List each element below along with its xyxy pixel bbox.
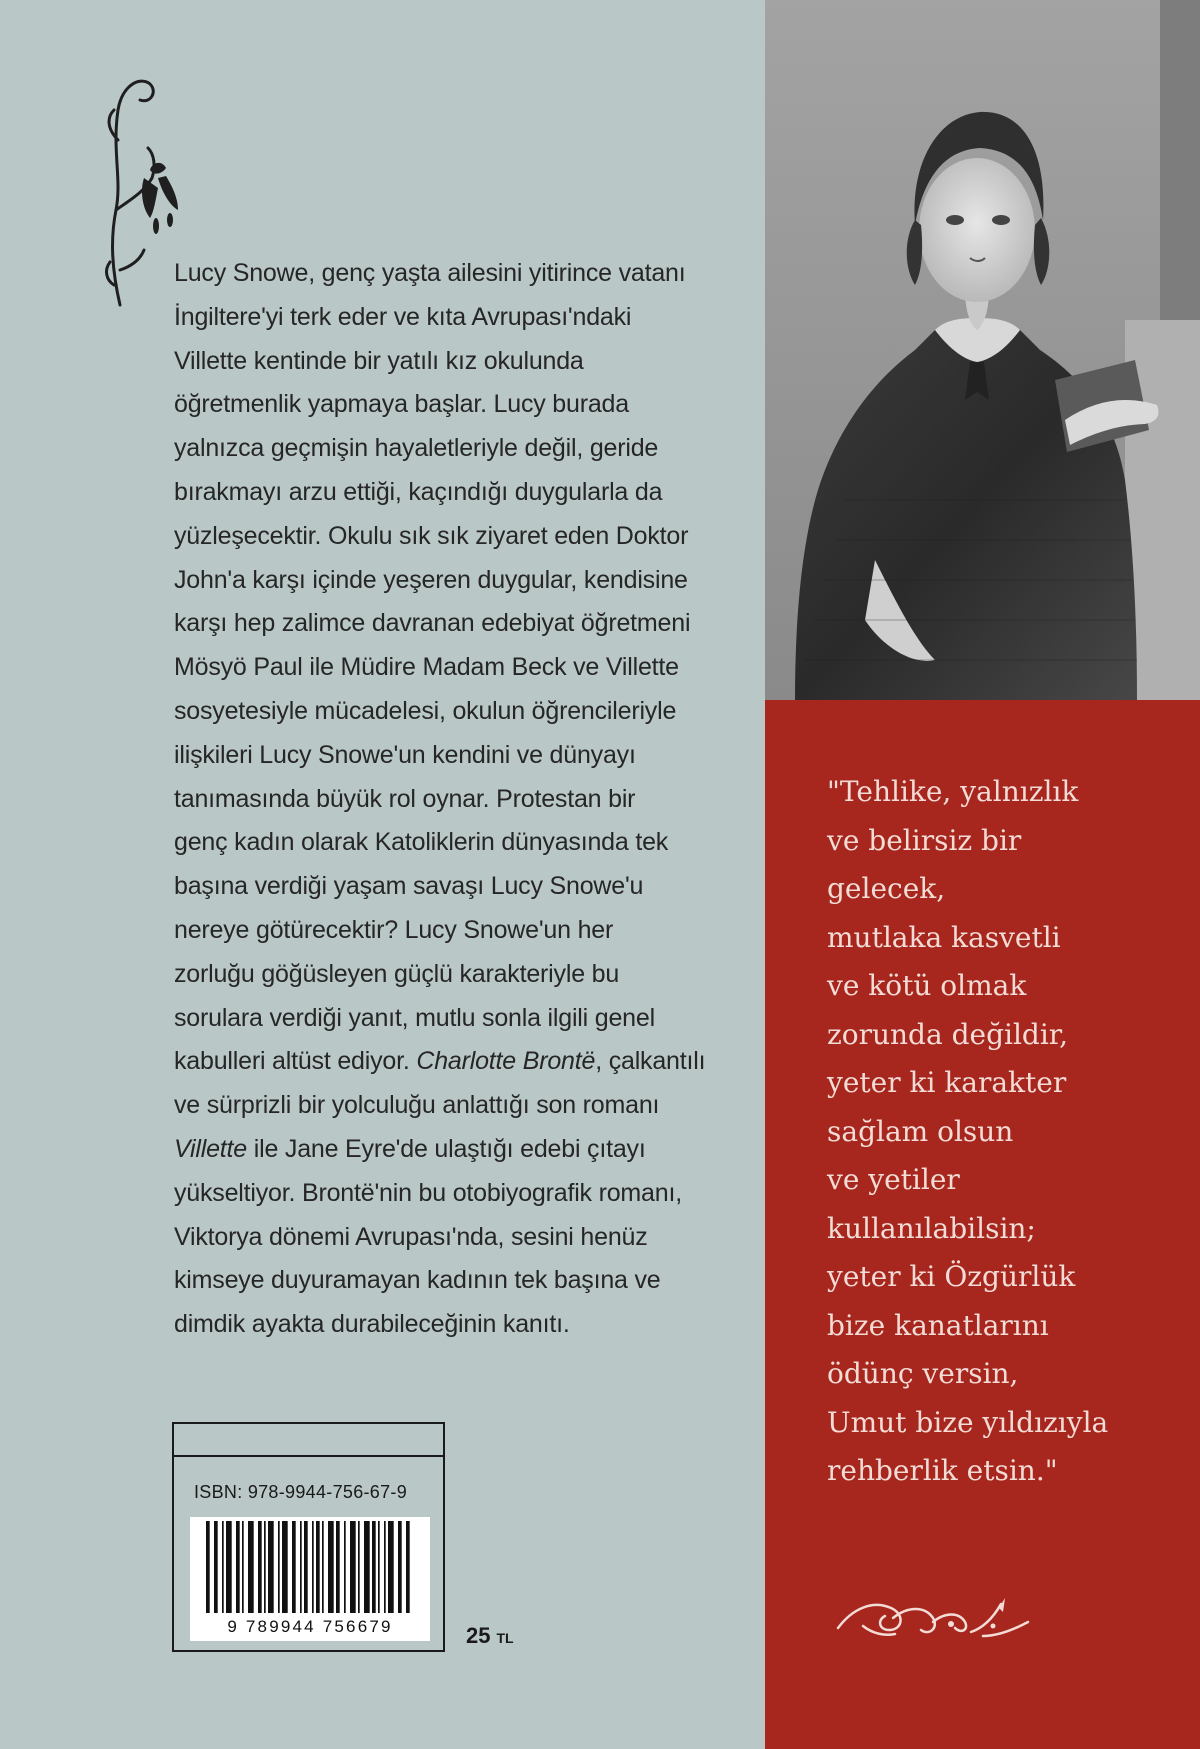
synopsis-line: Villette kentinde bir yatılı kız okulunda (174, 346, 584, 375)
flourish-ornament-icon (833, 1578, 1033, 1648)
synopsis-line: İngiltere'yi terk eder ve kıta Avrupası'ndaki (174, 302, 632, 331)
quote-line: "Tehlike, yalnızlık (827, 775, 1079, 808)
barcode-bar (242, 1521, 244, 1613)
price (466, 1623, 514, 1649)
quote-line: kullanılabilsin; (827, 1211, 1036, 1245)
synopsis-fragment: kabulleri altüst ediyor. (174, 1047, 417, 1076)
synopsis-line: karşı hep zalimce davranan edebiyat öğretmeni (174, 609, 691, 638)
quote-line: zorunda değildir, (827, 1017, 1068, 1051)
author-name: Charlotte Brontë (416, 1047, 596, 1076)
barcode-bar (206, 1521, 210, 1613)
barcode-bar (268, 1521, 274, 1613)
barcode-bar (264, 1521, 266, 1613)
synopsis-text (174, 252, 734, 1347)
synopsis-line: bırakmayı arzu ettiği, kaçındığı duygularla da (174, 477, 663, 506)
synopsis-line: zorluğu göğüsleyen güçlü karakteriyle bu (174, 959, 620, 988)
synopsis-line: sosyetesiyle mücadelesi, okulun öğrencileriyle (174, 696, 677, 725)
barcode-bar (316, 1521, 320, 1613)
barcode-bar (258, 1521, 262, 1613)
synopsis-line: başına verdiği yaşam savaşı Lucy Snowe'u (174, 872, 644, 901)
barcode-bar (304, 1521, 308, 1613)
quote-line: ve yetiler (827, 1163, 960, 1196)
barcode-bar (350, 1521, 356, 1613)
synopsis-line: dimdik ayakta durabileceğinin kanıtı. (174, 1310, 570, 1339)
pull-quote (827, 768, 1187, 1496)
barcode-bar (248, 1521, 254, 1613)
portrait-engraving-icon (765, 0, 1200, 700)
barcode-bar (292, 1521, 296, 1613)
barcode-bar (278, 1521, 280, 1613)
quote-line: ve kötü olmak (827, 969, 1027, 1002)
synopsis-line: sorulara verdiği yanıt, mutlu sonla ilgili genel (174, 1003, 655, 1032)
synopsis-line: tanımasında büyük rol oynar. Protestan bir (174, 784, 636, 813)
synopsis-line: Viktorya dönemi Avrupası'nda, sesini henüz (174, 1222, 648, 1251)
barcode-bar (358, 1521, 360, 1613)
barcode-box-divider (174, 1455, 443, 1457)
barcode-bar (336, 1521, 340, 1613)
book-title: Villette (174, 1134, 247, 1163)
synopsis-line: yalnızca geçmişin hayaletleriyle değil, geride (174, 434, 659, 463)
barcode-bar (222, 1521, 224, 1613)
barcode-bar (236, 1521, 240, 1613)
synopsis-line: kimseye duyuramayan kadının tek başına ve (174, 1266, 661, 1295)
barcode-box (172, 1422, 445, 1652)
quote-line: gelecek, (827, 872, 946, 905)
quote-line: ödünç versin, (827, 1357, 1019, 1390)
synopsis-line: yükseltiyor. Brontë'nin bu otobiyografik romanı, (174, 1178, 682, 1207)
barcode-bar (344, 1521, 346, 1613)
quote-line: ve belirsiz bir (827, 823, 1022, 857)
barcode-bar (226, 1521, 232, 1613)
quote-line: rehberlik etsin." (827, 1454, 1058, 1487)
synopsis-line: Mösyö Paul ile Müdire Madam Beck ve Villette (174, 653, 679, 682)
author-portrait (765, 0, 1200, 700)
quote-line: mutlaka kasvetli (827, 920, 1061, 954)
quote-line: yeter ki karakter (827, 1066, 1067, 1099)
quote-line: sağlam olsun (827, 1114, 1014, 1148)
barcode-bar (282, 1521, 288, 1613)
back-cover-right-panel (765, 0, 1200, 1749)
barcode-bar (372, 1521, 376, 1613)
synopsis-line: yüzleşecektir. Okulu sık sık ziyaret eden Doktor (174, 521, 689, 550)
barcode-bar (388, 1521, 394, 1613)
synopsis-line: ve sürprizli bir yolculuğu anlattığı son romanı (174, 1091, 660, 1120)
synopsis-line: nereye götürecektir? Lucy Snowe'un her (174, 915, 614, 944)
price-unit: TL (496, 1630, 514, 1646)
barcode-digits: 9 789944 756679 (227, 1617, 393, 1636)
barcode-bar (322, 1521, 324, 1613)
quote-panel (765, 700, 1200, 1749)
synopsis-line (174, 1128, 734, 1172)
barcode-bar (398, 1521, 402, 1613)
price-value: 25 (466, 1623, 491, 1648)
synopsis-line: genç kadın olarak Katoliklerin dünyasında tek (174, 828, 669, 857)
barcode-bar (378, 1521, 380, 1613)
synopsis-line: öğretmenlik yapmaya başlar. Lucy burada (174, 390, 629, 419)
barcode-bar (300, 1521, 302, 1613)
barcode-bar (312, 1521, 314, 1613)
quote-line: yeter ki Özgürlük (827, 1260, 1076, 1293)
synopsis-line (174, 1040, 734, 1084)
isbn-label: ISBN: 978-9944-756-67-9 (194, 1482, 408, 1502)
quote-line: bize kanatlarını (827, 1308, 1049, 1342)
synopsis-line: Lucy Snowe, genç yaşta ailesini yitirince vatanı (174, 259, 686, 287)
barcode (190, 1517, 430, 1641)
barcode-bar (406, 1521, 410, 1613)
barcode-bar (384, 1521, 386, 1613)
quote-line: Umut bize yıldızıyla (827, 1405, 1109, 1439)
barcode-bar (214, 1521, 218, 1613)
synopsis-line: John'a karşı içinde yeşeren duygular, kendisine (174, 565, 688, 594)
synopsis-fragment: ile Jane Eyre'de ulaştığı edebi çıtayı (247, 1134, 646, 1163)
barcode-bars-icon (206, 1521, 414, 1613)
synopsis-fragment: , çalkantılı (595, 1047, 706, 1076)
barcode-bar (328, 1521, 334, 1613)
barcode-bar (364, 1521, 370, 1613)
synopsis-line: ilişkileri Lucy Snowe'un kendini ve dünyayı (174, 740, 636, 769)
